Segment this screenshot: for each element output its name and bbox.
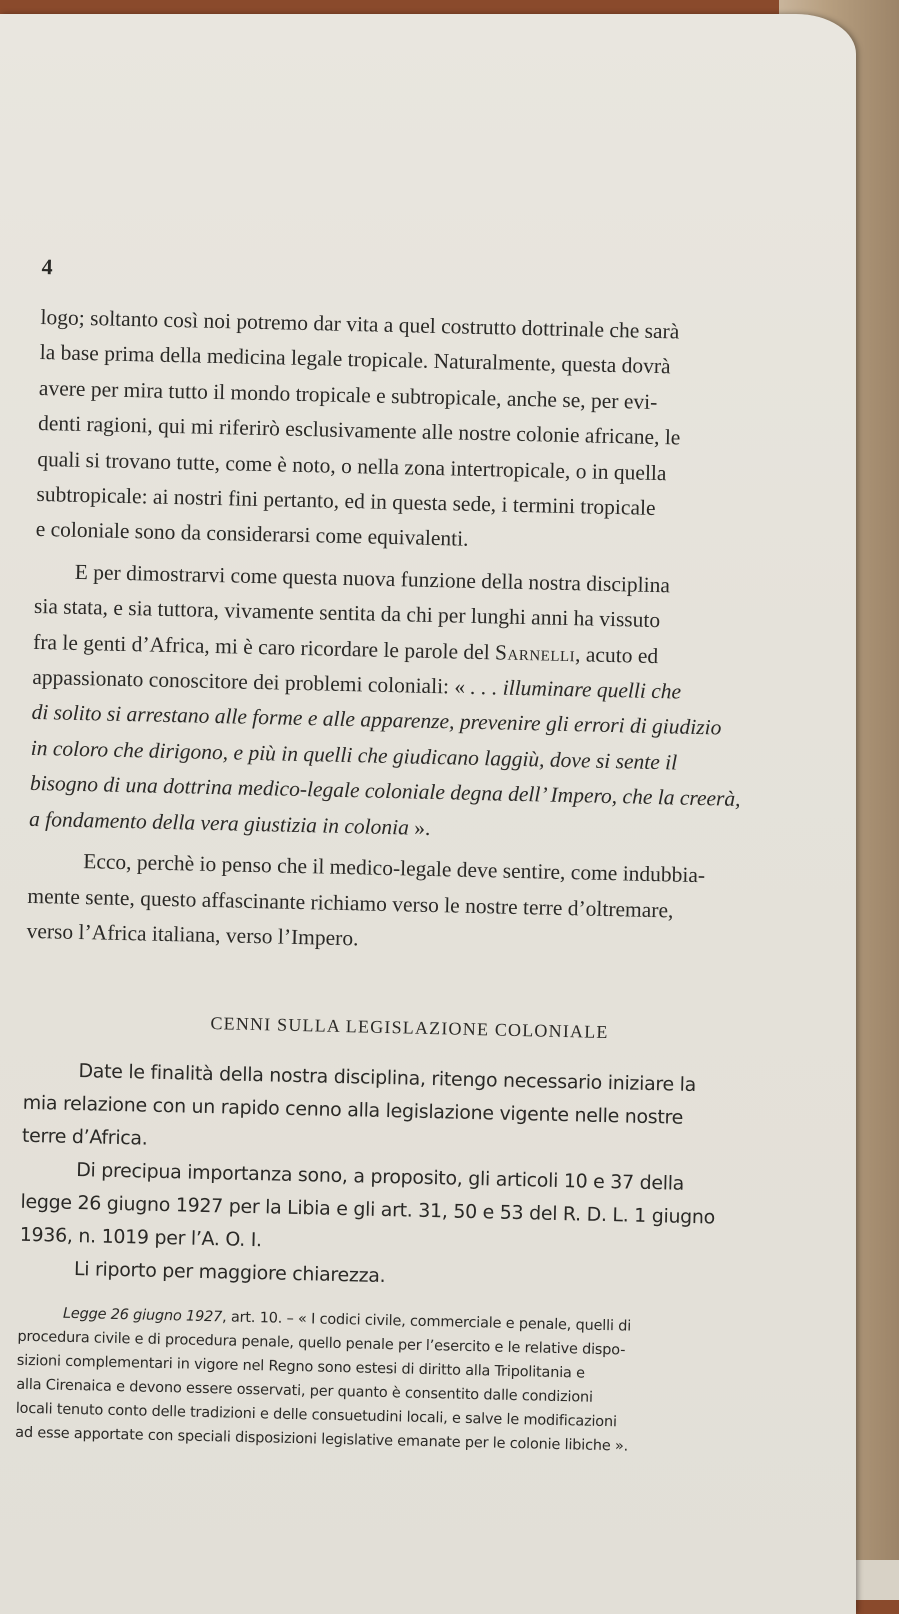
paragraph-1 bbox=[35, 300, 810, 565]
paragraph-3-line: mente sente, questo affascinante richiamo verso le nostre terre d’oltremare, bbox=[27, 883, 674, 922]
section-paragraph-1-line: terre d’Africa. bbox=[21, 1125, 148, 1150]
paragraph-1-line: denti ragioni, qui mi riferirò esclusivamente alle nostre colonie africane, le bbox=[37, 411, 681, 450]
paragraph-2-text: appassionato conoscitore dei problemi coloniali: « bbox=[32, 664, 466, 699]
section-paragraph-2-line: 1936, n. 1019 per l’A. O. I. bbox=[19, 1224, 263, 1252]
paragraph-2-text: , acuto ed bbox=[574, 641, 659, 668]
quotation-line: bisogno di una dottrina medico-legale coloniale degna dell’ Impero, che la creerà, bbox=[29, 771, 741, 812]
paragraph-2 bbox=[29, 554, 805, 855]
page-number: 4 bbox=[41, 254, 53, 280]
paragraph-1-line: subtropicale: ai nostri fini pertanto, ed in questa sede, i termini tropicale bbox=[36, 481, 656, 521]
law-quotation-line: alla Cirenaica e devono essere osservati, per quanto è consentito dalle condizioni bbox=[16, 1377, 593, 1407]
law-quotation bbox=[15, 1301, 788, 1462]
section-body bbox=[19, 1054, 794, 1302]
section-paragraph-3: Li riporto per maggiore chiarezza. bbox=[73, 1258, 386, 1288]
paragraph-1-line: la base prima della medicina legale tropicale. Naturalmente, questa dovrà bbox=[39, 340, 671, 379]
quotation-close: ». bbox=[408, 815, 431, 840]
book-page bbox=[0, 14, 856, 1614]
law-quotation-line: locali tenuto conto delle tradizioni e delle consuetudini locali, e salve le modificazioni bbox=[15, 1401, 617, 1431]
paragraph-2-line: sia stata, e sia tuttora, vivamente sentita da chi per lunghi anni ha vissuto bbox=[33, 594, 661, 633]
section-paragraph-1-line: Date le finalità della nostra disciplina, ritengo necessario iniziare la bbox=[78, 1060, 697, 1097]
page-content bbox=[15, 254, 812, 1462]
paragraph-1-line: quali si trovano tutte, come è noto, o nella zona intertropicale, o in quella bbox=[37, 446, 667, 485]
paragraph-3-text: Ecco, perchè io penso che il medico-legale deve sentire, come indubbia- bbox=[82, 849, 706, 888]
author-name: Sarnelli bbox=[494, 640, 576, 666]
quotation-line: in coloro che dirigono, e più in quelli che giudicano laggiù, dove si sente il bbox=[30, 735, 678, 775]
paragraph-3 bbox=[26, 843, 798, 967]
section-heading: CENNI SULLA LEGISLAZIONE COLONIALE bbox=[210, 1013, 609, 1043]
law-quotation-text: , art. 10. – « I codici civile, commerciale e penale, quelli di bbox=[221, 1309, 632, 1335]
paragraph-1-line: logo; soltanto così noi potremo dar vita a quel costrutto dottrinale che sarà bbox=[40, 304, 680, 344]
law-quotation-line: procedura civile e di procedura penale, quello penale per l’esercito e le relative dispo- bbox=[17, 1329, 626, 1359]
paragraph-3-line: verso l’Africa italiana, verso l’Impero. bbox=[26, 918, 359, 951]
quotation-text: . . . illuminare quelli che bbox=[464, 674, 682, 704]
law-quotation-line: sizioni complementari in vigore nel Regno sono estesi di diritto alla Tripolitania e bbox=[16, 1353, 586, 1382]
section-paragraph-2-line: legge 26 giugno 1927 per la Libia e gli art. 31, 50 e 53 del R. D. L. 1 giugno bbox=[20, 1191, 716, 1229]
quotation-text: a fondamento della vera giustizia in colonia bbox=[28, 806, 410, 840]
paragraph-2-text: fra le genti d’Africa, mi è caro ricordare le parole del bbox=[32, 629, 496, 665]
paragraph-1-line: e coloniale sono da considerarsi come equivalenti. bbox=[35, 517, 469, 552]
law-citation: Legge 26 giugno 1927 bbox=[62, 1306, 223, 1326]
section-paragraph-2-line: Di precipua importanza sono, a proposito, gli articoli 10 e 37 della bbox=[75, 1159, 685, 1196]
law-quotation-line: ad esse apportate con speciali disposizioni legislative emanate per le colonie libiche ». bbox=[15, 1425, 629, 1455]
paragraph-2-text: E per dimostrarvi come questa nuova funzione della nostra disciplina bbox=[74, 559, 671, 598]
quotation-line: di solito si arrestano alle forme e alle apparenze, prevenire gli errori di giudizio bbox=[31, 700, 722, 741]
paragraph-1-line: avere per mira tutto il mondo tropicale e subtropicale, anche se, per evi- bbox=[38, 375, 658, 414]
section-paragraph-1-line: mia relazione con un rapido cenno alla legislazione vigente nelle nostre bbox=[22, 1092, 684, 1130]
